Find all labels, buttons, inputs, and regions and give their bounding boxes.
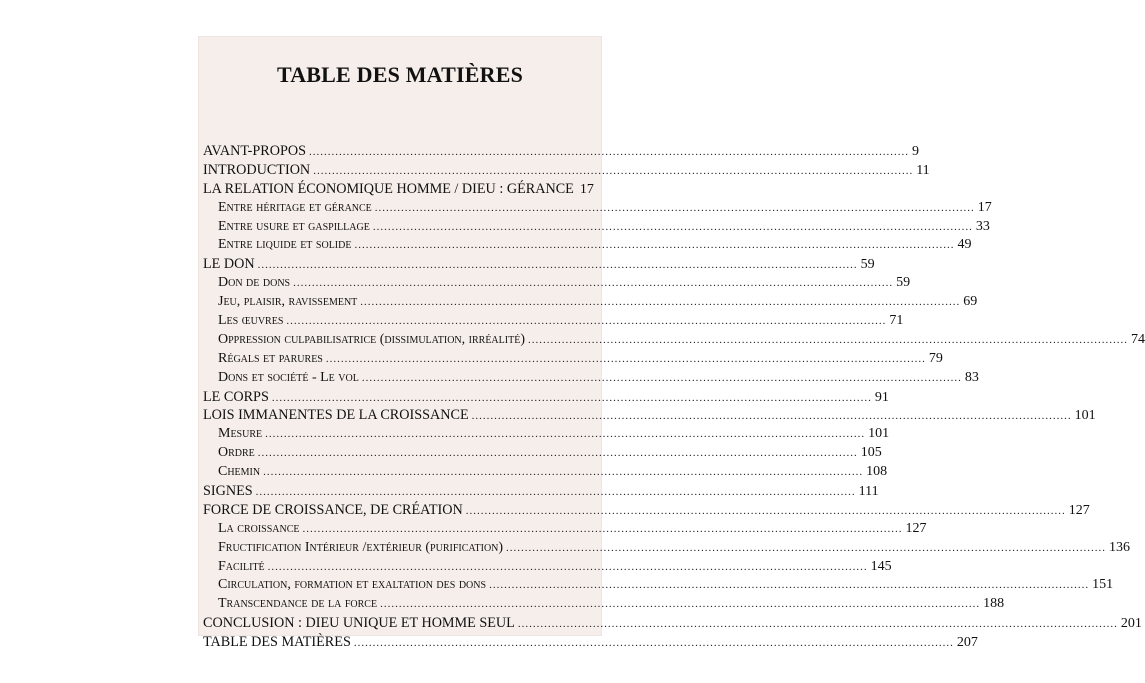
toc-entry-label: LA RELATION ÉCONOMIQUE HOMME / DIEU : GÉRANCE [203, 180, 574, 197]
toc-entry-label: INTRODUCTION [203, 161, 311, 178]
dot-leader [265, 428, 865, 440]
toc-page-number: 151 [1092, 577, 1114, 593]
toc-entry-label: CONCLUSION : DIEU UNIQUE ET HOMME SEUL [203, 615, 515, 632]
toc-page-number: 145 [870, 558, 892, 574]
toc-section-entry [203, 369, 979, 389]
toc-section-entry [203, 313, 904, 332]
dot-leader [303, 523, 903, 535]
toc-chapter-entry [203, 501, 1090, 521]
toc-page-number: 17 [579, 181, 594, 197]
dot-leader [466, 505, 1066, 517]
dot-leader [528, 334, 1128, 346]
toc-entry-label: Facilité [218, 558, 265, 574]
toc-page-number: 71 [889, 313, 904, 329]
toc-entry-label: Entre usure et gaspillage [218, 218, 370, 234]
toc-chapter-entry [203, 161, 930, 181]
toc-section-entry [203, 426, 890, 445]
toc-section-entry [203, 577, 1114, 596]
toc-entry-label: Mesure [218, 426, 263, 442]
toc-entry-label: AVANT-PROPOS [203, 143, 307, 159]
toc-page-number: 83 [964, 369, 979, 385]
book-page [199, 37, 1145, 651]
toc-entry-label: SIGNES [203, 483, 253, 500]
table-of-contents [203, 143, 1145, 653]
dot-leader [286, 315, 886, 327]
toc-entry-label: Oppression culpabilisatrice (dissimulation, irréalité) [218, 331, 525, 347]
toc-entry-label: LOIS IMMANENTES DE LA CROISSANCE [203, 407, 469, 424]
toc-page-number: 127 [905, 520, 927, 536]
toc-entry-label: LE CORPS [203, 388, 269, 405]
toc-chapter-entry [203, 407, 1096, 426]
dot-leader [373, 221, 973, 233]
dot-leader [472, 410, 1072, 422]
toc-section-entry [203, 199, 992, 219]
toc-page-number: 136 [1109, 539, 1131, 555]
toc-section-entry [203, 558, 892, 578]
toc-chapter-entry [203, 483, 879, 502]
dot-leader [258, 259, 858, 271]
toc-page-number: 105 [860, 445, 882, 461]
toc-entry-label: Transcendance de la force [218, 596, 378, 612]
toc-page-number: 101 [1074, 408, 1096, 424]
toc-entry-label: Chemin [218, 464, 261, 480]
toc-page-number: 59 [896, 275, 911, 291]
dot-leader [489, 579, 1089, 591]
dot-leader [263, 466, 863, 478]
dot-leader [360, 296, 960, 308]
toc-chapter-entry [203, 143, 920, 162]
toc-entry-label: LE DON [203, 256, 255, 273]
toc-page-number: 17 [977, 199, 992, 215]
toc-page-number: 11 [916, 162, 930, 178]
toc-page-number: 127 [1068, 502, 1090, 518]
toc-section-entry [203, 445, 882, 464]
dot-leader [380, 598, 980, 610]
toc-section-entry [203, 520, 927, 540]
toc-chapter-entry [203, 634, 978, 653]
toc-chapter-entry [203, 180, 594, 200]
toc-entry-label: Entre liquide et solide [218, 237, 352, 253]
dot-leader [506, 542, 1106, 554]
toc-page-number: 188 [983, 596, 1005, 612]
dot-leader [313, 165, 913, 177]
toc-entry-label: Circulation, formation et exaltation des dons [218, 577, 487, 593]
toc-entry-label: Entre héritage et gérance [218, 199, 372, 215]
toc-page-number: 49 [957, 237, 972, 253]
dot-leader [326, 353, 926, 365]
dot-leader [354, 239, 954, 251]
toc-entry-label: FORCE DE CROISSANCE, DE CRÉATION [203, 501, 463, 518]
toc-chapter-entry [203, 615, 1142, 634]
toc-section-entry [203, 596, 1005, 615]
toc-entry-label: Ordre [218, 445, 255, 461]
toc-page-number: 108 [866, 464, 888, 480]
toc-section-entry [203, 275, 911, 294]
toc-page-number: 33 [975, 218, 990, 234]
toc-page-number: 91 [874, 389, 889, 405]
toc-entry-label: La croissance [218, 520, 300, 536]
toc-section-entry [203, 464, 888, 483]
dot-leader [293, 277, 893, 289]
dot-leader [354, 637, 954, 649]
toc-entry-label: Les œuvres [218, 313, 284, 329]
toc-page-number: 207 [956, 635, 978, 651]
toc-entry-label: Fructification Intérieur /extérieur (purification) [218, 539, 504, 555]
toc-entry-label: Jeu, plaisir, ravissement [218, 294, 358, 310]
toc-section-entry [203, 350, 943, 370]
toc-section-entry [203, 539, 1131, 559]
toc-section-entry [203, 294, 978, 313]
toc-page-number: 59 [860, 257, 875, 273]
toc-entry-label: Don de dons [218, 275, 291, 291]
dot-leader [375, 202, 975, 214]
toc-page-number: 74 [1130, 331, 1145, 347]
dot-leader [272, 392, 872, 404]
toc-section-entry [203, 331, 1145, 351]
dot-leader [256, 486, 856, 498]
dot-leader [309, 146, 909, 158]
toc-page-number: 79 [928, 350, 943, 366]
dot-leader [518, 618, 1118, 630]
dot-leader [258, 447, 858, 459]
toc-page-number: 101 [868, 426, 890, 442]
toc-chapter-entry [203, 256, 875, 275]
dot-leader [362, 372, 962, 384]
toc-chapter-entry [203, 388, 889, 408]
toc-page-number: 9 [912, 144, 920, 159]
toc-page-number: 111 [858, 484, 879, 500]
toc-section-entry [203, 218, 990, 238]
toc-page-number: 201 [1120, 616, 1142, 632]
toc-section-entry [203, 237, 972, 256]
toc-entry-label: TABLE DES MATIÈRES [203, 634, 351, 651]
page-title: TABLE DES MATIÈRES [276, 62, 524, 87]
toc-entry-label: Dons et société - Le vol [218, 369, 359, 385]
toc-entry-label: Régals et parures [218, 350, 323, 366]
dot-leader [268, 561, 868, 573]
toc-page-number: 69 [963, 294, 978, 310]
